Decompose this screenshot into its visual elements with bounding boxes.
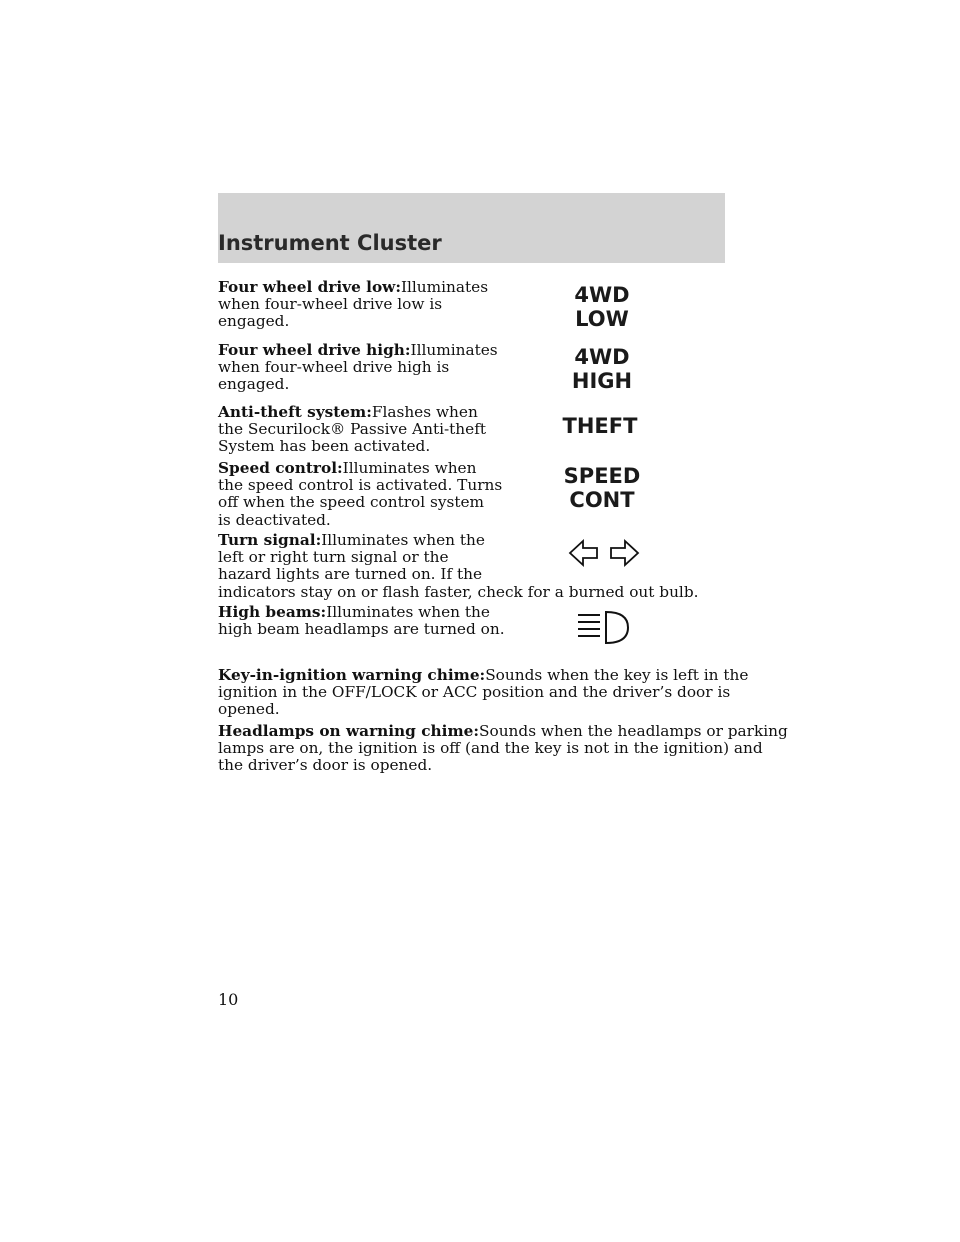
item-text-line: Illuminates when: [342, 459, 477, 477]
item-term: Four wheel drive high:: [218, 341, 411, 359]
item-text-line: left or right turn signal or the: [218, 548, 449, 567]
item-term: High beams:: [218, 603, 327, 621]
item-text-line: engaged.: [218, 375, 290, 394]
high-beam-icon: [576, 610, 630, 646]
item-text-line: Illuminates: [410, 341, 498, 359]
item-text-line: Sounds when the headlamps or parking: [479, 722, 788, 740]
item-text-line: engaged.: [218, 312, 290, 331]
item-text-line: off when the speed control system: [218, 493, 485, 512]
item-text-line: Illuminates when the: [326, 603, 490, 621]
4wd-low-indicator-icon: [552, 283, 652, 331]
item-text-line: the speed control is activated. Turns: [218, 476, 503, 495]
item-text-line: indicators stay on or flash faster, check for a burned out bulb.: [218, 582, 699, 601]
indicator-line: 4WD: [574, 345, 630, 369]
item-term: Key-in-ignition warning chime:: [218, 666, 486, 684]
item-text-line: Sounds when the key is left in the: [485, 666, 749, 684]
item-speed-control: [218, 460, 502, 529]
item-term: Anti-theft system:: [218, 403, 372, 421]
item-term: Four wheel drive low:: [218, 278, 401, 296]
page-number: 10: [218, 990, 239, 1009]
turn-signal-arrows-icon: [568, 538, 640, 568]
indicator-line: THEFT: [562, 414, 638, 438]
item-text-line: Illuminates when the: [321, 531, 485, 549]
item-4wd-high: [218, 342, 498, 394]
indicator-line: LOW: [575, 307, 629, 331]
item-term: Speed control:: [218, 459, 343, 477]
item-text-line: when four-wheel drive low is: [218, 295, 443, 314]
item-text-line: high beam headlamps are turned on.: [218, 620, 505, 639]
item-text-line: opened.: [218, 700, 280, 719]
section-title: Instrument Cluster: [218, 231, 442, 255]
item-anti-theft: [218, 404, 486, 456]
item-text-line: hazard lights are turned on. If the: [218, 565, 483, 584]
item-text-line: Illuminates: [400, 278, 489, 296]
indicator-line: SPEED: [563, 464, 641, 488]
item-text-line: ignition in the OFF/LOCK or ACC position and the driver’s door is: [218, 683, 731, 702]
indicator-line: HIGH: [571, 369, 633, 393]
item-term: Headlamps on warning chime:: [218, 722, 480, 740]
item-text-line: is deactivated.: [218, 510, 331, 529]
section-header-band: [218, 193, 725, 263]
item-headlamps-on-chime: [218, 723, 788, 775]
item-high-beams: [218, 604, 505, 638]
indicator-line: CONT: [569, 488, 635, 512]
item-text-line: the Securilock® Passive Anti-theft: [218, 420, 487, 439]
item-text-line: when four-wheel drive high is: [218, 358, 450, 377]
item-term: Turn signal:: [218, 531, 322, 549]
item-text-line: lamps are on, the ignition is off (and the key is not in the ignition) and: [218, 739, 763, 758]
4wd-high-indicator-icon: [552, 345, 652, 393]
item-text-line: the driver’s door is opened.: [218, 756, 433, 775]
item-key-in-ignition-chime: [218, 667, 748, 719]
indicator-line: 4WD: [574, 283, 630, 307]
theft-indicator-icon: [550, 414, 650, 438]
item-text-line: System has been activated.: [218, 437, 431, 456]
item-text-line: Flashes when: [371, 403, 478, 421]
item-4wd-low: [218, 279, 488, 331]
speed-control-indicator-icon: [552, 464, 652, 512]
